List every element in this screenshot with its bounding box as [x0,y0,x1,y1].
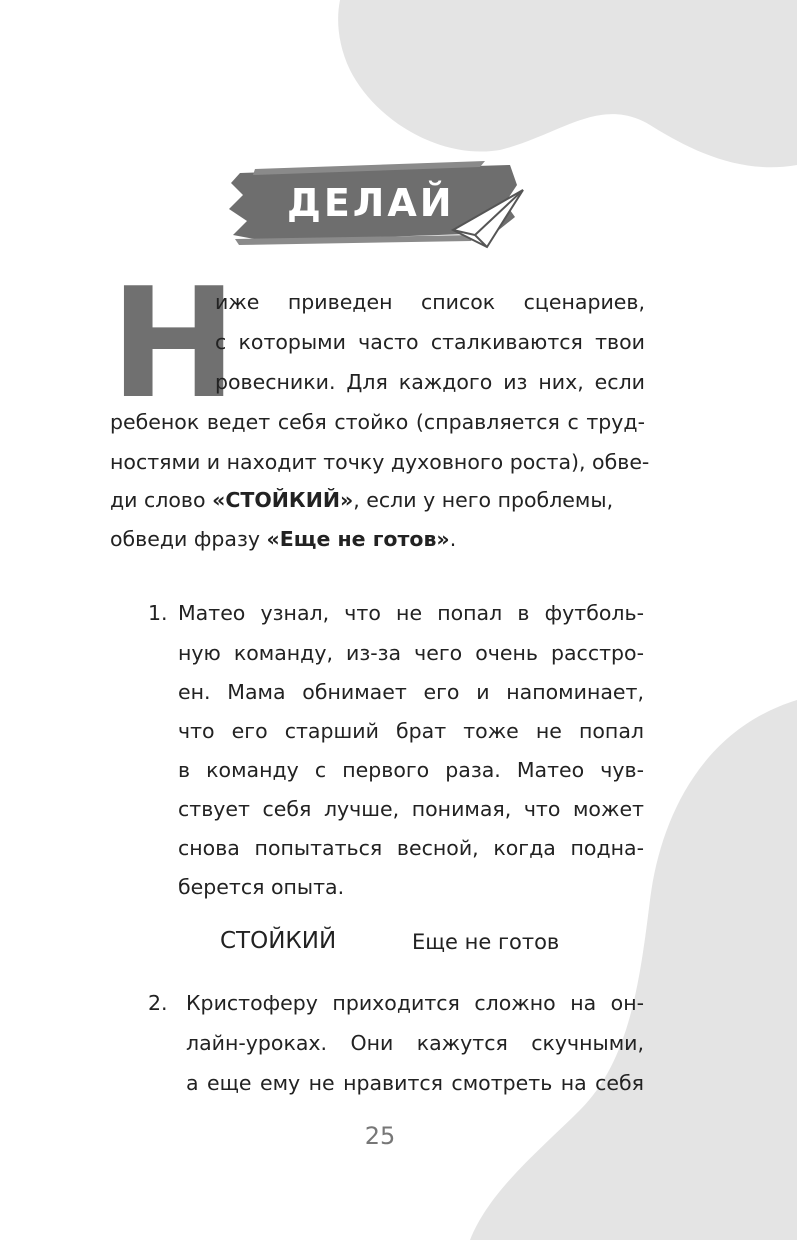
drop-cap: Н [110,255,238,432]
item-1-line-4: что его старший брат тоже не попал [178,719,644,743]
page-number: 25 [364,1122,396,1150]
item-2-line-1: Кристоферу приходится сложно на он- [186,991,644,1015]
item-1-number: 1. [148,601,168,625]
item-1-line-8: берется опыта. [178,875,345,899]
intro-line-7-b: . [449,527,457,551]
item-1-line-6: ствует себя лучше, понимая, что может [178,797,644,821]
item-2-line-3: а еще ему не нравится смотреть на себя [186,1071,644,1095]
intro-line-6-a: ди слово [110,488,213,512]
choice-resilient[interactable]: СТОЙКИЙ [220,928,337,954]
top-right-blob [338,0,797,167]
section-header [225,155,545,265]
item-1-line-5: в команду с первого раза. Матео чув- [178,758,644,782]
item-1-line-7: снова попытаться весной, когда подна- [178,836,644,860]
intro-line-6 [110,485,645,515]
section-title: ДЕЛАЙ [287,181,455,225]
item-2-line-2: лайн-уроках. Они кажутся скучными, [186,1031,644,1055]
item-1-line-2: ную команду, из-за чего очень расстро- [178,641,644,665]
intro-line-3: ровесники. Для каждого из них, если [215,370,645,394]
intro-line-4: ребенок ведет себя стойко (справляется с труд- [110,410,645,434]
choice-not-ready[interactable]: Еще не готов [412,930,560,954]
intro-line-7-a: обведи фразу [110,527,267,551]
intro-line-6-b: , если у него проблемы, [353,488,614,512]
not-ready-phrase: «Еще не готов» [266,527,450,551]
resilient-word: «СТОЙКИЙ» [212,488,354,512]
intro-line-2: с которыми часто сталкиваются твои [215,330,645,354]
item-1-line-1: Матео узнал, что не попал в футболь- [178,601,644,625]
intro-line-7 [110,524,456,554]
item-2-number: 2. [148,991,168,1015]
intro-line-5: ностями и находит точку духовного роста), обве- [110,450,650,474]
item-1-line-3: ен. Мама обнимает его и напоминает, [178,680,644,704]
intro-line-1: иже приведен список сценариев, [215,290,645,314]
